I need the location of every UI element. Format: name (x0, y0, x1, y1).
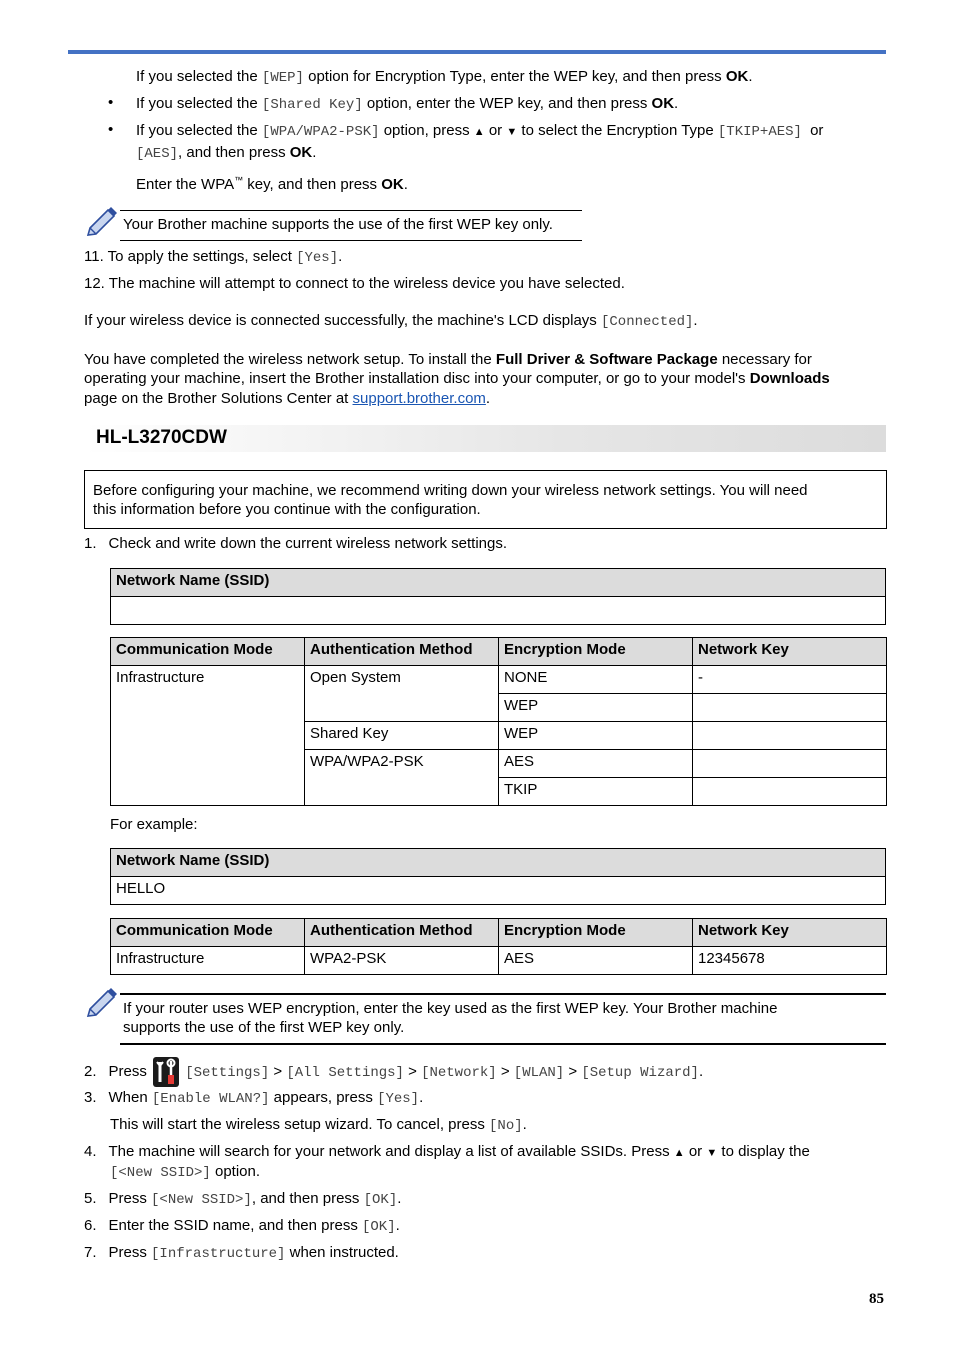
cell-key-empty (693, 778, 887, 806)
support-link[interactable]: support.brother.com (352, 390, 486, 407)
page-number: 85 (869, 1291, 884, 1307)
cell-shared-key: Shared Key (305, 722, 499, 750)
col-communication-mode: Communication Mode (111, 638, 305, 666)
example-settings-table (110, 918, 887, 975)
note-rule-top (120, 210, 582, 211)
col-communication-mode: Communication Mode (111, 919, 305, 947)
up-arrow-icon: ▲ (473, 126, 485, 138)
top-rule (68, 50, 886, 54)
note-rule-bottom (120, 240, 582, 241)
cell-aes: AES (499, 750, 693, 778)
cell-wpa-wpa2-psk: WPA/WPA2-PSK (305, 750, 499, 806)
step-6: 6. Enter the SSID name, and then press [OK]. (84, 1217, 400, 1235)
pencil-icon (84, 204, 120, 236)
step-4-line2: [<New SSID>] option. (110, 1163, 261, 1181)
section-title: HL-L3270CDW (96, 427, 227, 448)
step-2: 2. Press [Settings] > [All Settings] > [Network] > [WLAN] > [Setup Wizard]. (84, 1057, 703, 1087)
complete-line3: page on the Brother Solutions Center at support.brother.com. (84, 390, 491, 407)
col-network-key: Network Key (693, 919, 887, 947)
cell-key-dash: - (693, 666, 887, 694)
example-auth-method: WPA2-PSK (305, 947, 499, 975)
step-3-detail: This will start the wireless setup wizard. To cancel, press [No]. (110, 1116, 527, 1134)
ssid-table (110, 568, 886, 625)
cell-infrastructure: Infrastructure (111, 666, 305, 806)
cell-wep: WEP (499, 722, 693, 750)
settings-table (110, 637, 887, 806)
col-encryption-mode: Encryption Mode (499, 919, 693, 947)
cell-key-empty (693, 750, 887, 778)
col-authentication-method: Authentication Method (305, 919, 499, 947)
note-rule-bottom (120, 1043, 886, 1045)
cell-none: NONE (499, 666, 693, 694)
bullet-dot: • (108, 121, 114, 138)
col-network-key: Network Key (693, 638, 887, 666)
wep-paragraph: If you selected the [WEP] option for Encryption Type, enter the WEP key, and then press OK. (136, 68, 753, 86)
shared-key-bullet: If you selected the [Shared Key] option, enter the WEP key, and then press OK. (136, 95, 679, 113)
step-3: 3. When [Enable WLAN?] appears, press [Yes]. (84, 1089, 424, 1107)
step-1: 1. Check and write down the current wireless network settings. (84, 535, 508, 552)
connected-paragraph: If your wireless device is connected successfully, the machine's LCD displays [Connected]. (84, 312, 698, 330)
cell-key-empty (693, 694, 887, 722)
note-router-line1: If your router uses WEP encryption, enter the key used as the first WEP key. Your Brother machine (123, 1000, 778, 1017)
cell-tkip: TKIP (499, 778, 693, 806)
wpa-bullet-line2: [AES], and then press OK. (136, 144, 317, 162)
cell-wep: WEP (499, 694, 693, 722)
example-comm-mode: Infrastructure (111, 947, 305, 975)
step-7: 7. Press [Infrastructure] when instructed. (84, 1244, 399, 1262)
note-rule-top (120, 993, 886, 995)
section-heading (84, 425, 886, 452)
intro-line2: this information before you continue with the configuration. (93, 501, 481, 518)
step-11: 11. To apply the settings, select [Yes]. (84, 248, 343, 266)
up-arrow-icon: ▲ (673, 1147, 685, 1159)
cell-open-system: Open System (305, 666, 499, 722)
ssid-header: Network Name (SSID) (111, 569, 886, 597)
step-4-line1: 4. The machine will search for your network and display a list of available SSIDs. Press ▲ or ▼ to display the (84, 1143, 810, 1160)
note-router-line2: supports the use of the first WEP key only. (123, 1019, 405, 1036)
cell-key-empty (693, 722, 887, 750)
example-enc-mode: AES (499, 947, 693, 975)
intro-line1: Before configuring your machine, we recommend writing down your wireless network settings. You will need (93, 482, 808, 499)
settings-tool-icon (153, 1057, 179, 1087)
wpa-bullet-line1: If you selected the [WPA/WPA2-PSK] option, press ▲ or ▼ to select the Encryption Type [TKIP+AES] or (136, 122, 824, 140)
bullet-dot: • (108, 94, 114, 111)
wpa-key-paragraph: Enter the WPA™ key, and then press OK. (136, 175, 408, 193)
intro-box (84, 470, 887, 529)
step-5: 5. Press [<New SSID>], and then press [OK]. (84, 1190, 402, 1208)
ssid-header: Network Name (SSID) (111, 849, 886, 877)
ssid-blank-cell (111, 597, 886, 625)
complete-line1: You have completed the wireless network setup. To install the Full Driver & Software Package necessary for (84, 351, 812, 368)
down-arrow-icon: ▼ (706, 1147, 718, 1159)
note-wep-key: Your Brother machine supports the use of the first WEP key only. (123, 216, 553, 233)
complete-line2: operating your machine, insert the Brother installation disc into your computer, or go to your model's Downloads (84, 370, 830, 387)
example-ssid-value: HELLO (111, 877, 886, 905)
down-arrow-icon: ▼ (506, 126, 518, 138)
step-12: 12. The machine will attempt to connect to the wireless device you have selected. (84, 275, 625, 292)
col-authentication-method: Authentication Method (305, 638, 499, 666)
example-ssid-table (110, 848, 886, 905)
pencil-icon (84, 985, 120, 1017)
for-example-label: For example: (110, 816, 198, 833)
example-network-key: 12345678 (693, 947, 887, 975)
col-encryption-mode: Encryption Mode (499, 638, 693, 666)
